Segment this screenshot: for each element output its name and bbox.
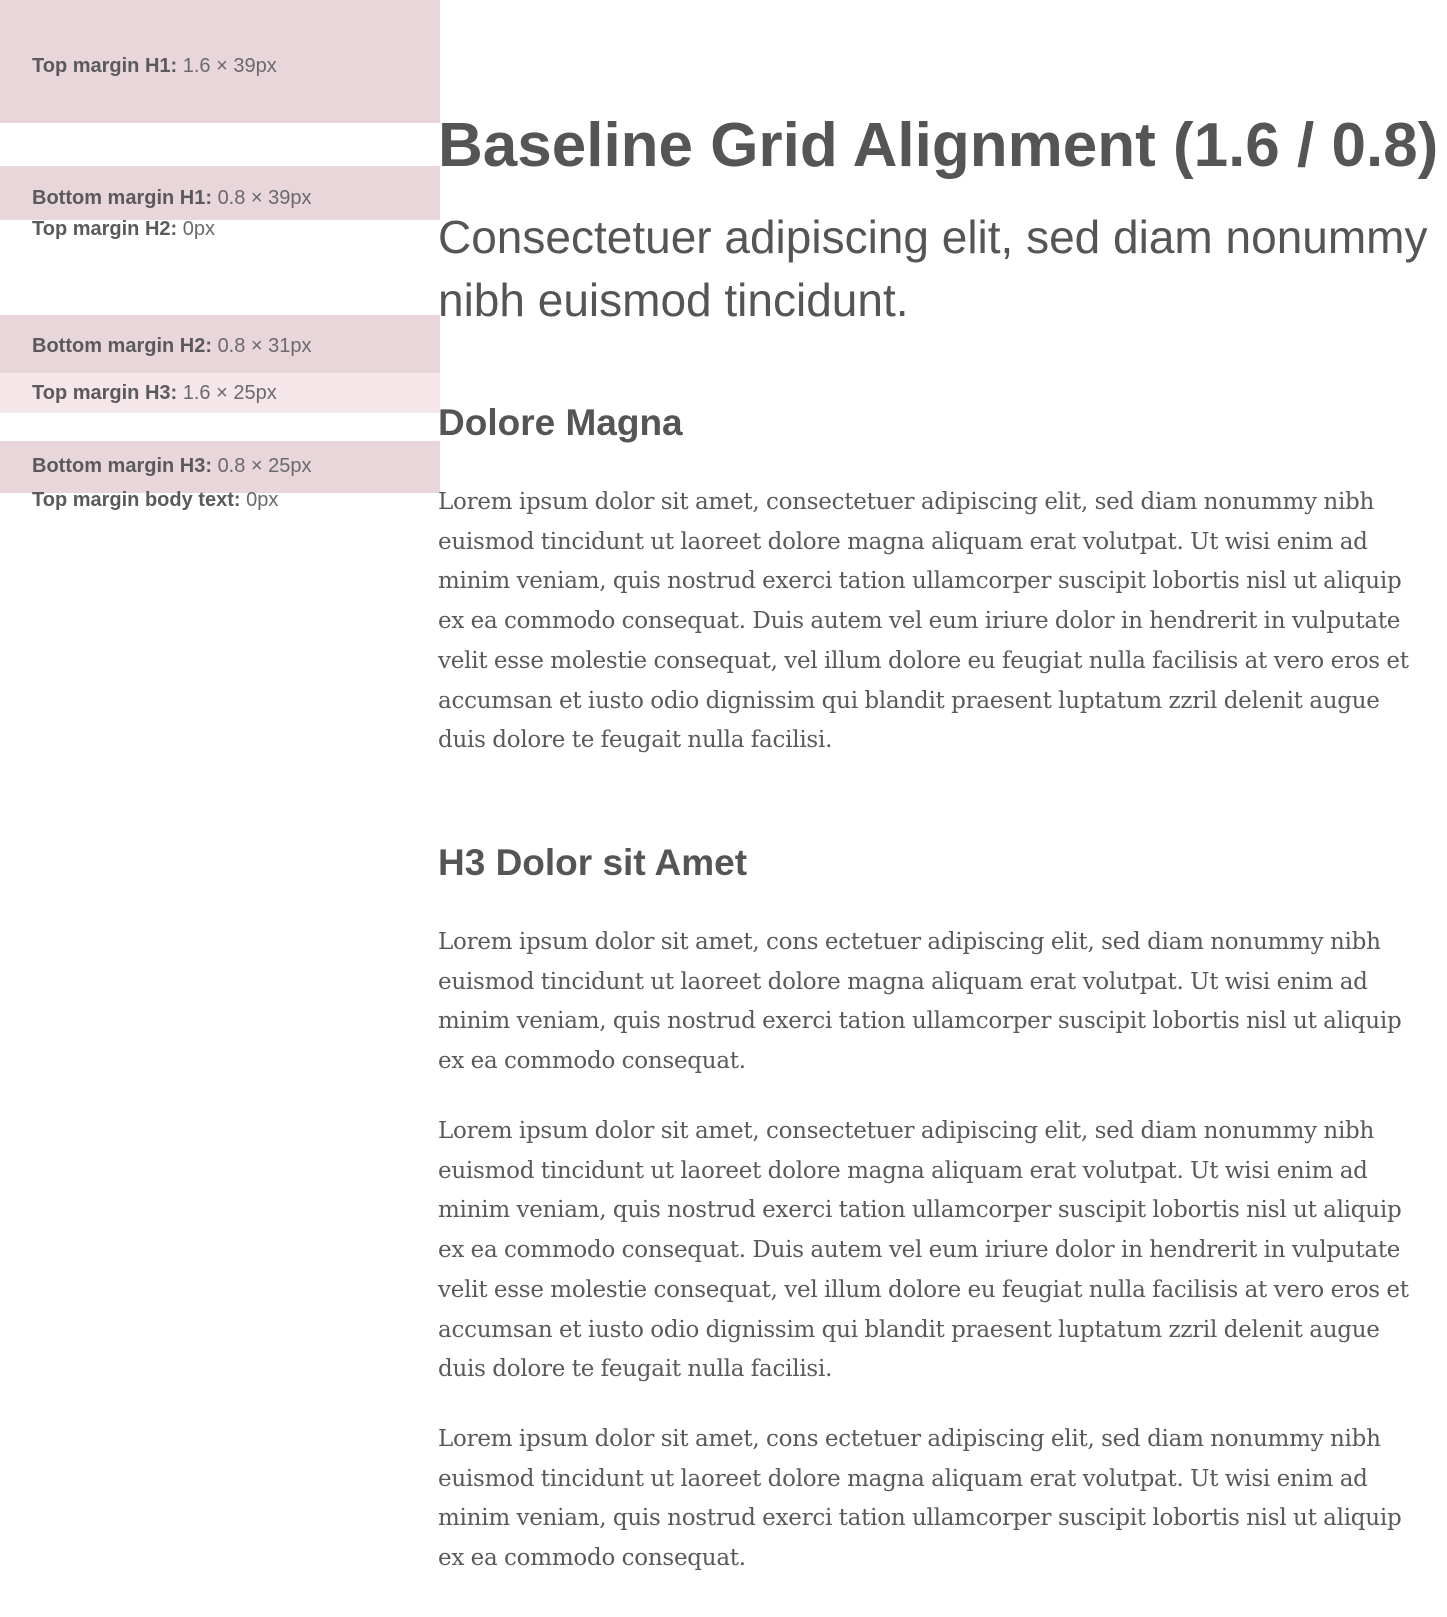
- annotation-bottom-margin-h3: [32, 454, 312, 478]
- annotation-top-margin-h3: [32, 381, 277, 405]
- annotation-value: 0.8 × 25px: [217, 455, 312, 477]
- subtitle: Consectetuer adipiscing elit, sed diam nonummy nibh euismod tincidunt.: [438, 211, 1428, 326]
- annotation-key: Bottom margin H2:: [32, 335, 212, 357]
- section-heading-dolor-sit-amet: H3 Dolor sit Amet: [438, 842, 748, 883]
- annotation-key: Bottom margin H1:: [32, 187, 212, 209]
- body-paragraph: Lorem ipsum dolor sit amet, consectetuer adipiscing elit, sed diam nonummy nibh euismod tincidunt ut laoreet dolore magna aliquam erat volutpat. Ut wisi enim ad minim veniam, quis nostrud exerci tation ullamcorper suscipit lobortis nisl ut aliquip ex ea commodo consequat. Duis autem vel eum iriure dolor in hendrerit in vulputate velit esse molestie consequat, vel illum dolore eu feugiat nulla facilisis at vero eros et accumsan et iusto odio dignissim qui blandit praesent luptatum zzril delenit augue duis dolore te feugait nulla facilisi.: [438, 489, 1409, 754]
- annotation-value: 1.6 × 39px: [182, 55, 277, 77]
- annotation-key: Top margin H3:: [32, 382, 178, 404]
- annotation-bottom-margin-h2: [32, 334, 312, 358]
- annotation-value: 0.8 × 39px: [217, 187, 312, 209]
- body-paragraph: Lorem ipsum dolor sit amet, consectetuer adipiscing elit, sed diam nonummy nibh euismod tincidunt ut laoreet dolore magna aliquam erat volutpat. Ut wisi enim ad minim veniam, quis nostrud exerci tation ullamcorper suscipit lobortis nisl ut aliquip ex ea commodo consequat. Duis autem vel eum iriure dolor in hendrerit in vulputate velit esse molestie consequat, vel illum dolore eu feugiat nulla facilisis at vero eros et accumsan et iusto odio dignissim qui blandit praesent luptatum zzril delenit augue duis dolore te feugait nulla facilisi.: [438, 1118, 1409, 1383]
- annotation-bottom-margin-h1: [32, 186, 312, 210]
- body-paragraph: Lorem ipsum dolor sit amet, cons ectetuer adipiscing elit, sed diam nonummy nibh euismod tincidunt ut laoreet dolore magna aliquam erat volutpat. Ut wisi enim ad minim veniam, quis nostrud exerci tation ullamcorper suscipit lobortis nisl ut aliquip ex ea commodo consequat.: [438, 1426, 1402, 1572]
- page-title: Baseline Grid Alignment (1.6 / 0.8): [438, 111, 1439, 180]
- annotation-key: Bottom margin H3:: [32, 455, 212, 477]
- annotation-top-margin-body-text: [32, 488, 278, 512]
- annotation-value: 0px: [246, 489, 279, 511]
- annotation-key: Top margin body text:: [32, 489, 241, 511]
- section-heading-dolore-magna: Dolore Magna: [438, 402, 683, 443]
- annotation-key: Top margin H2:: [32, 218, 178, 240]
- body-paragraph: Lorem ipsum dolor sit amet, cons ectetuer adipiscing elit, sed diam nonummy nibh euismod tincidunt ut laoreet dolore magna aliquam erat volutpat. Ut wisi enim ad minim veniam, quis nostrud exerci tation ullamcorper suscipit lobortis nisl ut aliquip ex ea commodo consequat.: [438, 929, 1402, 1075]
- annotation-value: 0px: [182, 218, 215, 240]
- annotation-top-margin-h1: [32, 54, 277, 78]
- annotation-value: 0.8 × 31px: [217, 335, 312, 357]
- annotation-value: 1.6 × 25px: [182, 382, 277, 404]
- annotation-top-margin-h2: [32, 217, 215, 241]
- annotation-key: Top margin H1:: [32, 55, 178, 77]
